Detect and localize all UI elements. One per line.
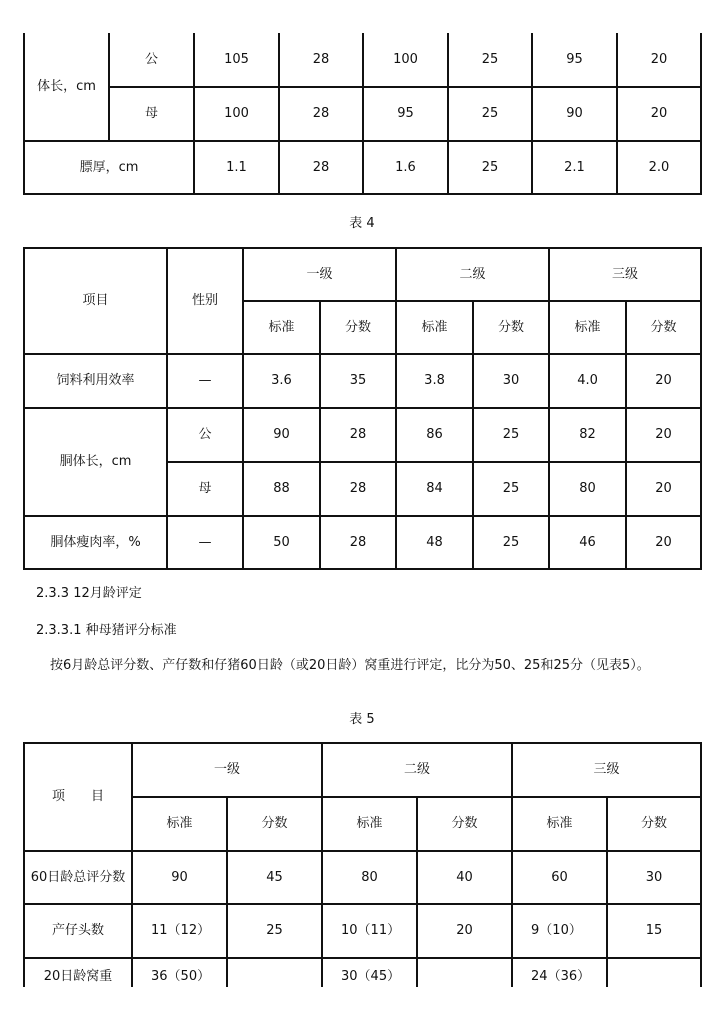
- table-cell: 1.6: [363, 141, 448, 194]
- table-cell: 25: [448, 87, 532, 141]
- header-standard: 标准: [396, 301, 473, 354]
- header-standard: 标准: [243, 301, 320, 354]
- header-grade1: 一级: [243, 248, 396, 301]
- table-cell: 20: [417, 904, 512, 958]
- table-cell: 100: [363, 33, 448, 87]
- table-cell: 36（50）: [132, 958, 227, 987]
- table-cell: [417, 958, 512, 987]
- table5: [23, 742, 702, 987]
- header-standard: 标准: [322, 797, 417, 851]
- table5-caption: 表 5: [349, 712, 375, 727]
- table-cell: 3.6: [243, 354, 320, 408]
- table-cell: 15: [607, 904, 701, 958]
- table-cell: 28: [320, 462, 396, 516]
- table-cell: 95: [532, 33, 617, 87]
- carcass-length-label: 胴体长，cm: [24, 408, 167, 516]
- header-score: 分数: [227, 797, 322, 851]
- table-cell: 84: [396, 462, 473, 516]
- lean-rate-label: 胴体瘦肉率，%: [24, 516, 167, 569]
- table-cell: 25: [448, 141, 532, 194]
- feed-efficiency-label: 饲料利用效率: [24, 354, 167, 408]
- table-cell: 25: [227, 904, 322, 958]
- header-score: 分数: [473, 301, 549, 354]
- table-cell: 86: [396, 408, 473, 462]
- table-cell: 60: [512, 851, 607, 904]
- table-cell: 95: [363, 87, 448, 141]
- row-label: 产仔头数: [24, 904, 132, 958]
- table-cell: 3.8: [396, 354, 473, 408]
- table-cell: 35: [320, 354, 396, 408]
- sex-dash: —: [167, 516, 243, 569]
- table-cell: 2.0: [617, 141, 701, 194]
- table-cell: 30（45）: [322, 958, 417, 987]
- header-grade2: 二级: [322, 743, 512, 797]
- table-cell: 20: [626, 408, 701, 462]
- table-cell: 105: [194, 33, 279, 87]
- table-cell: 25: [448, 33, 532, 87]
- section-heading-2-3-3-1: 2.3.3.1 种母猪评分标准: [36, 623, 177, 638]
- table-cell: 80: [322, 851, 417, 904]
- sex-female: 母: [109, 87, 194, 141]
- table-cell: 45: [227, 851, 322, 904]
- table-cell: 90: [132, 851, 227, 904]
- table-cell: 100: [194, 87, 279, 141]
- table-cell: 20: [626, 462, 701, 516]
- table-cell: 30: [473, 354, 549, 408]
- table-cell: 4.0: [549, 354, 626, 408]
- header-grade3: 三级: [549, 248, 701, 301]
- table-cell: 28: [320, 516, 396, 569]
- table-cell: 1.1: [194, 141, 279, 194]
- sex-male: 公: [167, 408, 243, 462]
- backfat-label: 膘厚，cm: [24, 141, 194, 194]
- table-cell: 30: [607, 851, 701, 904]
- table-cell: 80: [549, 462, 626, 516]
- table-cell: 10（11）: [322, 904, 417, 958]
- table-cell: 28: [279, 141, 363, 194]
- table-cell: [607, 958, 701, 987]
- header-score: 分数: [626, 301, 701, 354]
- body-length-label: 体长，cm: [24, 33, 109, 141]
- sex-dash: —: [167, 354, 243, 408]
- header-standard: 标准: [549, 301, 626, 354]
- table-cell: 24（36）: [512, 958, 607, 987]
- table-cell: 82: [549, 408, 626, 462]
- table-cell: 48: [396, 516, 473, 569]
- table-cell: 28: [279, 33, 363, 87]
- table4-caption: 表 4: [349, 216, 375, 231]
- table-cell: 20: [626, 354, 701, 408]
- table-cell: 88: [243, 462, 320, 516]
- table-cell: 25: [473, 408, 549, 462]
- table-cell: 50: [243, 516, 320, 569]
- table-cell: 11（12）: [132, 904, 227, 958]
- table-cell: [227, 958, 322, 987]
- header-standard: 标准: [512, 797, 607, 851]
- table-cell: 2.1: [532, 141, 617, 194]
- table-cell: 25: [473, 462, 549, 516]
- header-item: 项 目: [24, 743, 132, 851]
- row-label: 60日龄总评分数: [24, 851, 132, 904]
- table-cell: 40: [417, 851, 512, 904]
- table-cell: 9（10）: [512, 904, 607, 958]
- body-paragraph: 按6月龄总评分数、产仔数和仔猪60日龄（或20日龄）窝重进行评定，比分为50、25和25分（见表5）。: [50, 658, 650, 673]
- table-cell: 90: [243, 408, 320, 462]
- table-cell: 28: [320, 408, 396, 462]
- header-score: 分数: [320, 301, 396, 354]
- header-score: 分数: [607, 797, 701, 851]
- table-cell: 20: [626, 516, 701, 569]
- header-sex: 性别: [167, 248, 243, 354]
- header-item: 项目: [24, 248, 167, 354]
- table-cell: 25: [473, 516, 549, 569]
- header-grade3: 三级: [512, 743, 701, 797]
- table-cell: 46: [549, 516, 626, 569]
- table-cell: 20: [617, 87, 701, 141]
- table-cell: 90: [532, 87, 617, 141]
- header-score: 分数: [417, 797, 512, 851]
- row-label: 20日龄窝重: [24, 958, 132, 987]
- header-grade1: 一级: [132, 743, 322, 797]
- table-cell: 20: [617, 33, 701, 87]
- section-heading-2-3-3: 2.3.3 12月龄评定: [36, 586, 142, 601]
- sex-female: 母: [167, 462, 243, 516]
- sex-male: 公: [109, 33, 194, 87]
- table-cell: 28: [279, 87, 363, 141]
- header-grade2: 二级: [396, 248, 549, 301]
- header-standard: 标准: [132, 797, 227, 851]
